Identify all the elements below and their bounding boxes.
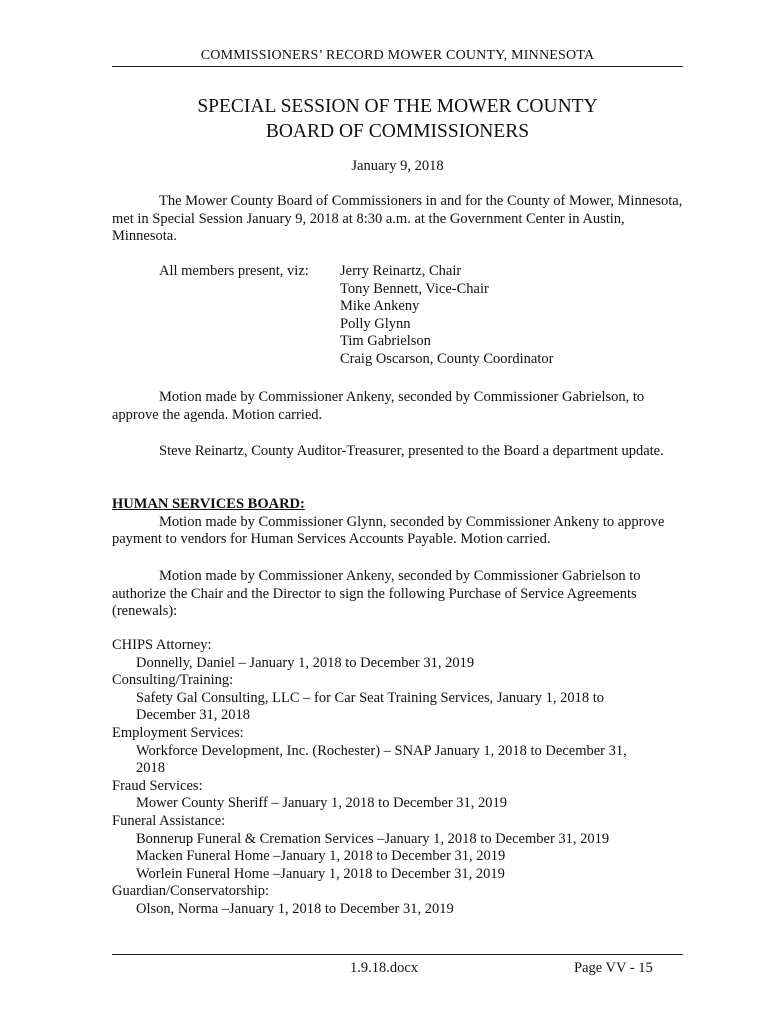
human-services-section xyxy=(112,496,684,549)
footer-page-number: Page VV - 15 xyxy=(574,960,653,976)
footer-rule xyxy=(112,954,683,955)
agreement-item: Mower County Sheriff – January 1, 2018 to December 31, 2019 xyxy=(136,795,508,812)
session-date: January 9, 2018 xyxy=(351,158,444,174)
members-list xyxy=(340,263,553,369)
agreement-item: Workforce Development, Inc. (Rochester) – SNAP January 1, 2018 to December 31, xyxy=(136,742,627,759)
member-name: Craig Oscarson, County Coordinator xyxy=(340,350,554,367)
title-line-2: BOARD OF COMMISSIONERS xyxy=(265,121,530,142)
member-name: Jerry Reinartz, Chair xyxy=(340,263,462,279)
document-title xyxy=(112,94,683,144)
agreement-category: CHIPS Attorney: xyxy=(112,637,212,653)
agreements-list xyxy=(112,637,684,919)
auditor-update-paragraph: Steve Reinartz, County Auditor-Treasurer, presented to the Board a department update. xyxy=(159,443,664,459)
member-name: Mike Ankeny xyxy=(340,298,420,315)
agreement-category: Consulting/Training: xyxy=(112,672,234,689)
member-name: Tony Bennett, Vice-Chair xyxy=(340,280,489,297)
agreement-item: Macken Funeral Home –January 1, 2018 to December 31, 2019 xyxy=(136,848,506,865)
header-rule xyxy=(112,66,683,67)
agreement-category: Guardian/Conservatorship: xyxy=(112,883,270,900)
agreement-category: Funeral Assistance: xyxy=(112,812,226,829)
members-label: All members present, viz: xyxy=(159,263,309,279)
agreement-item: Donnelly, Daniel – January 1, 2018 to December 31, 2019 xyxy=(136,654,475,671)
member-name: Tim Gabrielson xyxy=(340,333,431,350)
agreement-item: Olson, Norma –January 1, 2018 to December 31, 2019 xyxy=(136,900,454,917)
agreement-category: Fraud Services: xyxy=(112,777,203,794)
section-heading: HUMAN SERVICES BOARD: xyxy=(112,496,305,512)
agreement-category: Employment Services: xyxy=(112,724,244,741)
agreement-item: Worlein Funeral Home –January 1, 2018 to December 31, 2019 xyxy=(136,865,505,882)
motion-agenda-paragraph: Motion made by Commissioner Ankeny, seconded by Commissioner Gabrielson, to approve the agenda. Motion carried. xyxy=(112,389,645,423)
member-name: Polly Glynn xyxy=(340,315,411,332)
footer-filename: 1.9.18.docx xyxy=(350,960,419,976)
motion-agreements-paragraph: Motion made by Commissioner Ankeny, seconded by Commissioner Gabrielson to authorize the Chair and the Director to sign the following Purchase of Service Agreements (renewals): xyxy=(112,568,641,620)
title-line-1: SPECIAL SESSION OF THE MOWER COUNTY xyxy=(197,96,598,117)
agreement-item: Safety Gal Consulting, LLC – for Car Seat Training Services, January 1, 2018 to xyxy=(136,689,604,706)
agreement-item: December 31, 2018 xyxy=(136,707,250,724)
agreement-item: 2018 xyxy=(136,760,165,777)
running-header: COMMISSIONERS’ RECORD MOWER COUNTY, MINNESOTA xyxy=(200,48,595,63)
motion-payment-paragraph: Motion made by Commissioner Glynn, seconded by Commissioner Ankeny to approve payment to vendors for Human Services Accounts Payable. Motion carried. xyxy=(112,513,665,548)
intro-paragraph: The Mower County Board of Commissioners in and for the County of Mower, Minnesota, met in Special Session January 9, 2018 at 8:30 a.m. at the Government Center in Austin, Minnesota. xyxy=(112,193,683,245)
agreement-item: Bonnerup Funeral & Cremation Services –January 1, 2018 to December 31, 2019 xyxy=(136,830,610,847)
